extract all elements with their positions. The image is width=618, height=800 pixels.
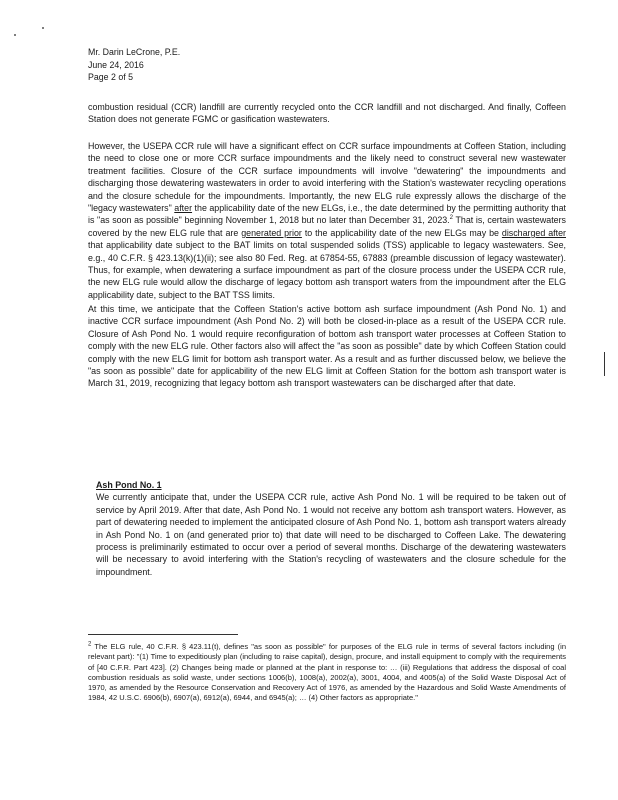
footnote-reference: 2 [449,215,453,222]
paragraph-2-text: that applicability date subject to the BAT limits on total suspended solids (TSS) applicable to legacy wastewaters. See, e.g., 40 C.F.R. § 423.13(k)(1)(ii); see also 80 Fed. Reg. at 67854-55, 67883 (preamble discussion of legacy wastewater). Thus, for example, when dewatering a surface impoundment as part of the closure process under the USEPA CCR rule, the new ELG rule would allow the discharge of legacy bottom ash transport waters from the impoundment after the ELG applicability date, subject to the BAT TSS limits. [88,240,566,300]
footnote-text: The ELG rule, 40 C.F.R. § 423.11(t), defines "as soon as possible" for purposes of the ELG rule in terms of several factors including (in relevant part): "(1) Time to expeditiously plan (including to raise capital), design, procure, and install equipment to comply with the requirements of [40 C.F.R. Part 423]. (2) Changes being made or planned at the plant in response to: … (iii) Regulations that address the disposal of coal combustion residuals as solid waste, under sections 1006(b), 1008(a), 2002(a), 3001, 4004, and 4005(a) of the Solid Waste Disposal Act of 1970, as amended by the Resource Conservation and Recovery Act of 1976, as amended by the Hazardous and Solid Waste Amendments of 1984, 42 U.S.C. 6906(b), 6907(a), 6912(a), 6944, and 6945(a); … (4) Other factors as appropriate." [88,642,566,703]
emphasis-discharged-after: discharged after [501,227,566,238]
scan-speck [42,27,44,29]
section-paragraph: We currently anticipate that, under the USEPA CCR rule, active Ash Pond No. 1 will be required to be taken out of service by April 2019. After that date, Ash Pond No. 1 would not receive any bottom ash transport waters. However, as part of dewatering needed to implement the anticipated closure of Ash Pond No. 1, bottom ash transport waters already in Ash Pond No. 1 on (and generated prior to) that date will need to be discharged to Coffeen Lake. The dewatering process is preliminarily estimated to occur over a period of several months. Discharge of the dewatering wastewaters will be necessary to avoid interfering with the Station's recycling of wastewaters and the closure schedule for the impoundment. [96,492,566,577]
page-number: Page 2 of 5 [88,72,133,82]
emphasis-after: after [174,203,193,214]
letter-date: June 24, 2016 [88,59,144,70]
margin-change-bar [604,352,605,376]
paragraph-2 [88,140,566,301]
letter-header [88,46,180,84]
paragraph-3: At this time, we anticipate that the Coffeen Station's active bottom ash surface impoundment (Ash Pond No. 1) and inactive CCR surface impoundment (Ash Pond No. 2) will both be closed-in-place as a result of the USEPA CCR rule. Closure of Ash Pond No. 1 would require reconfiguration of bottom ash transport water processes at Coffeen Station to comply with the new ELG rule. Other factors also will affect the "as soon as possible" date by which Coffeen Station could comply with the new ELG limit for bottom ash transport water. As a result and as further discussed below, we believe the "as soon as possible" date for applicability of the new ELG limit at Coffeen Station for the bottom ash transport water is March 31, 2019, recognizing that legacy bottom ash transport wastewaters can be discharged after that date. [88,304,566,389]
paragraph-2-text: That is, certain wastewaters covered by the new ELG rule that are [88,215,566,238]
footnote-divider [88,634,238,635]
paragraph-2-text: to the applicability date of the new ELGs may be [301,227,502,238]
paragraph-2-text: the applicability date of the new ELGs, i.e., the date determined by the permitting authority that is "as soon as possible" beginning November 1, 2018 but no later than December 31, 2023. [88,203,566,226]
section-heading: Ash Pond No. 1 [96,480,162,490]
footnote [88,642,566,704]
ash-pond-1-section [96,479,566,578]
footnote-number: 2 [88,641,92,648]
scan-speck [14,34,16,36]
recipient-name: Mr. Darin LeCrone, P.E. [88,47,181,57]
paragraph-2-text: However, the USEPA CCR rule will have a significant effect on CCR surface impoundments at Coffeen Station, including the need to close one or more CCR surface impoundments and the likely need to construct several new wastewater treatment facilities. Closure of the CCR surface impoundments will involve "dewatering" the impoundments and discharging those dewatering wastewaters in order to avoid interfering with the Station's wastewater recycling operations and the closure schedule for the impoundments. Importantly, the new ELG rule expressly allows the discharge of the "legacy wastewaters" [88,141,566,214]
paragraph-1: combustion residual (CCR) landfill are currently recycled onto the CCR landfill and not discharged. And finally, Coffeen Station does not generate FGMC or gasification wastewaters. [88,102,566,125]
emphasis-generated-prior: generated prior [241,227,302,238]
